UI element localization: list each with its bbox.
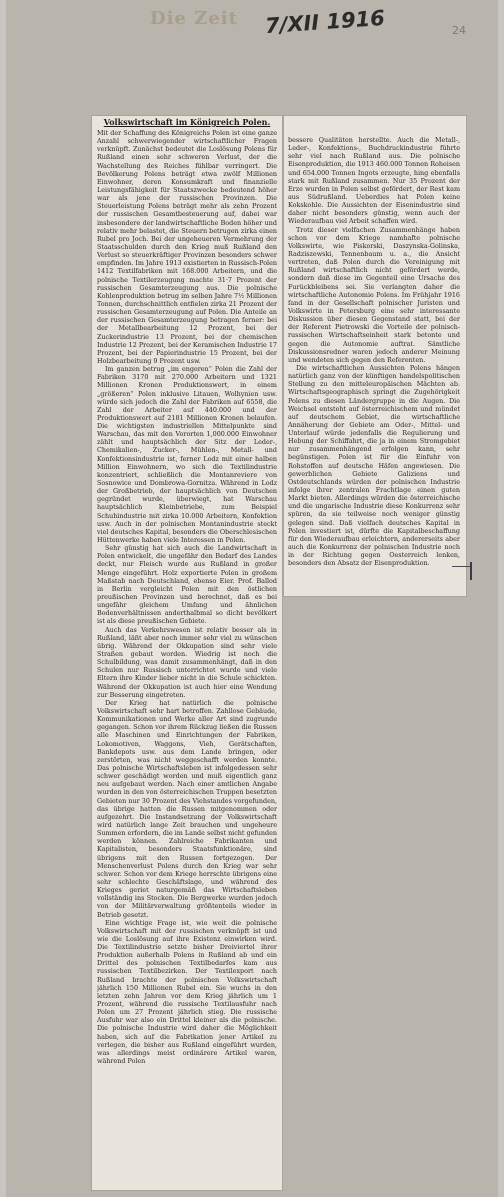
article-body-right xyxy=(288,136,460,567)
article-body-left xyxy=(97,129,277,1065)
article-paragraph: Eine wichtige Frage ist, wie weit die polnische Volkswirtschaft mit der russischen verknüpft ist und wie die Loslösung auf ihre Existenz einwirken wird. Die Textilindustrie setzte bisher Dreiviertel ihrer Produktion außerhalb Polens in Rußland ab und ein Drittel des polnischen Textilbedarfes kam aus russischen Textilbezirken. Der Textilexport nach Rußland brachte der polnischen Volkswirtschaft jährlich 150 Millionen Rubel ein. Sie wuchs in den letzten zehn Jahren vor dem Krieg jährlich um 1 Prozent, während die russische Textilausfuhr nach Polen um 27 Prozent jährlich stieg. Die russische Ausfuhr war also ein Drittel kleiner als die polnische. Die polnische Industrie wird daher die Möglichkeit haben, sich auf die Fabrikation jener Artikel zu verlegen, die bisher aus Rußland eingeführt wurden, was allerdings meist ordinärere Artikel waren, während Polen xyxy=(97,918,277,1066)
article-paragraph: Der Krieg hat natürlich die polnische Volkswirtschaft sehr hart betroffen. Zahllose Gebäude, Kommunikationen und Werke aller Art sind zugrunde gegangen. Schon vor ihrem Rückzug ließen die Russen alle Maschinen und Einrichtungen der Fabriken, Lokomotiven, Waggons, Vieh, Gerätschaften, Bankdepots usw. aus dem Lande bringen, oder zerstörten, was nicht weggeschafft werden konnte. Das polnische Wirtschaftsleben ist infolgedessen sehr schwer geschädigt worden und muß eigentlich ganz neu aufgebaut werden. Nach einer amtlichen Angabe wurden in den von österreichischen Truppen besetzten Gebieten nur 30 Prozent des Viehstandes vorgefunden, das übrige hatten die Russen mitgenommen oder aufgezehrt. Die Instandsetzung der Volkswirtschaft wird natürlich lange Zeit brauchen und ungeheure Summen erfordern, die im Lande selbst nicht gefunden werden können. Zahlreiche Fabrikanten und Kapitalisten, besonders Staatsfunktionäre, sind übrigens mit den Russen fortgezogen. Der Menschenverlust Polens durch den Krieg war sehr schwer. Schon vor dem Kriege herrschte übrigens eine sehr schlechte Geschäftslage, und während des Krieges geriet naturgemäß das Wirtschaftsleben vollständig ins Stocken. Die Bergwerke wurden jedoch von der Militärverwaltung größtenteils wieder in Betrieb gesetzt. xyxy=(97,698,277,919)
article-paragraph: Sehr günstig hat sich auch die Landwirtschaft in Polen entwickelt, die ungefähr den Bedarf des Landes deckt, nur Fleisch wurde aus Rußland in großer Menge eingeführt. Holz exportierte Polen in großem Maßstab nach Deutschland, ebenso Eier. Prof. Ballod in Berlin vergleicht Polen mit den östlichen preußischen Provinzen und berechnet, daß es bei ungefähr gleichem Umfang und ähnlichen Bodenverhältnissen anderthalbmal so dicht bevölkert ist als diese preußischen Gebiete. xyxy=(97,544,277,626)
margin-pencil-tick xyxy=(470,562,472,580)
article-paragraph: Trotz dieser vielfachen Zusammenhänge haben schon vor dem Kriege namhafte polnische Volkswirte, wie Piskorski, Daszynska-Golinska, Radziszewski, Tennenbaum u. a., die Ansicht vertreten, daß Polen durch die Vereinigung mit Rußland wirtschaftlich nicht gefördert werde, sondern daß diese im Gegenteil eine Ursache des Furückbleibens sei. Sie verlangten daher die wirtschaftliche Autonomie Polens. Im Frühjahr 1916 fand in der Gesellschaft polnischer Juristen und Volkswirte in Petersburg eine sehr interessante Diskussion über diesen Gegenstand statt, bei der der Referent Pietrowski die Vorteile der polnisch-russischen Wirtschaftseinheit stark betonte und gegen die Autonomie auftrat. Sämtliche Diskussionsredner waren jedoch anderer Meinung und wendeten sich gegen den Referenten. xyxy=(288,225,460,364)
margin-pencil-mark xyxy=(452,566,472,567)
article-column-left xyxy=(97,118,277,1186)
handwritten-date: 7/XII 1916 xyxy=(264,5,386,39)
page-number: 24 xyxy=(452,24,466,37)
newspaper-masthead: Die Zeit xyxy=(150,8,238,29)
article-paragraph: bessere Qualitäten herstellte. Auch die Metall-, Leder-, Konfektions-, Buchdruckindustrie führte sehr viel nach Rußland aus. Die polnische Eisenproduktion, die 1913 460.000 Tonnen Roheisen und 654.000 Tonnen Ingots erzeugte, hing ebenfalls stark mit Rußland zusammen. Nur 35 Prozent der Erze wurden in Polen selbst gefördert, der Rest kam aus Südrußland. Ueberdies hat Polen keine Kokskohle. Die Aussichten der Eisenindustrie sind daher nicht besonders günstig, wenn auch der Wiederaufbau viel Arbeit schaffen wird. xyxy=(288,136,460,226)
article-paragraph: Mit der Schaffung des Königreichs Polen ist eine ganze Anzahl schwerwiegender wirtschaftlicher Fragen verknüpft. Zunächst bedeutet die Loslösung Polens für Rußland einen sehr schweren Verlust, der die Wachstellung des Reiches fühlbar verringert. Die Bevölkerung Polens beträgt etwa zwölf Millionen Einwohner, deren Konsumkraft und finanzielle Leistungsfähigkeit für Staatszwecke bedeutend höher war als jene der russischen Provinzen. Die Steuerleistung Polens beträgt mehr als zehn Prozent der russischen Gesamtbesteuerung auf, dabei war insbesondere der landwirtschaftliche Boden höher und relativ mehr belastet, die Steuern betrugen zirka einen Rubel pro Joch. Bei der ungeheueren Vermehrung der Staatsschulden durch den Krieg muß Rußland den Verlust so steuerkräftiger Provinzen besonders schwer empfinden. Im Jahre 1913 existierten in Russisch-Polen 1412 Textilfabriken mit 168.000 Arbeitern, und die polnische Textilerzeugung machte 31·7 Prozent der russischen Gesamterzeugung aus. Die polnische Kohlenproduktion betrug im selben Jahre 7½ Millionen Tonnen, durchschnittlich entfielen zirka 21 Prozent der russischen Gesamterzeugung auf Polen. Die Anteile an der russischen Gesamterzeugung betragen ferner: bei der Metallbearbeitung 12 Prozent, bei der Zuckerindustrie 13 Prozent, bei der chemischen Industrie 12 Prozent, bei der Keramischen Industrie 17 Prozent, bei der Papierindustrie 15 Prozent, bei der Holzbearbeitung 9 Prozent usw. xyxy=(97,129,277,365)
article-paragraph: Auch das Verkehrswesen ist relativ besser als in Rußland, läßt aber noch immer sehr viel zu wünschen übrig. Während der Okkupation sind sehr viele Straßen gebaut worden. Wiedrig ist noch die Schulbildung, was damit zusammenhängt, daß in den Schulen nur Russisch unterrichtet wurde und viele Eltern ihre Kinder lieber nicht in die Schule schickten. Während der Okkupation ist auch hier eine Wendung zur Besserung eingetreten. xyxy=(97,625,277,699)
article-paragraph: Die wirtschaftlichen Aussichten Polens hängen natürlich ganz von der künftigen handelspolitischen Stellung zu den mitteleuropäischen Mächten ab. Wirtschaftsgeographisch springt die Zugehörigkeit Polens zu diesen Ländergruppe in die Augen. Die Weichsel entsteht auf österreichischem und mündet auf deutschem Gebiet, die wirtschaftliche Annäherung der Gebiete am Oder-, Mittel- und Unterlauf würde jedenfalls die Regulierung und Hebung der Schiffahrt, die ja in einem Stromgebiet nur zusammenhängend erfolgen kann, sehr begünstigen. Polen ist für die Einfuhr von Rohstoffen auf deutsche Häfen angewiesen. Die gewerblichen Gebiete Galiziens und Ostdeutschlands würden der polnischen Industrie infolge ihrer zentralen Frachtlage einen guten Markt bieten. Allerdings würden die österreichische und die ungarische Industrie diese Konkurrenz sehr spüren, da sie teilweise noch weniger günstig gelegen sind. Daß vielfach deutsches Kapital in Polen investiert ist, dürfte die Kapitalbeschaffung für den Wiederaufbau erleichtern, andererseits aber auch die Konkurrenz der polnischen Industrie noch in der Richtung gegen Oesterreich lenken, besonders den Absatz der Eisenproduktion. xyxy=(288,363,460,568)
article-headline: Volkswirtschaft im Königreich Polen. xyxy=(103,118,271,127)
article-paragraph: Im ganzen betrug „im engeren“ Polen die Zahl der Fabriken 3170 mit 270.000 Arbeitern und 1321 Millionen Kronen Produktionswert, in einem „größeren“ Polen inklusive Litauen, Wolhynien usw. würde sich jedoch die Zahl der Fabriken auf 6558, die Zahl der Arbeiter auf 440.000 und der Produktionswert auf 2181 Millionen Kronen belaufen. Die wichtigsten industriellen Mittelpunkte sind Warschau, das mit den Vororten 1,000.000 Einwohner zählt und hauptsächlich der Sitz der Leder-, Chemikalien-, Zucker-, Mühlen-, Metall- und Konfektionsindustrie ist, ferner Lodz mit einer halben Million Einwohnern, wo sich die Textilindustrie konzentriert, schließlich die Montanreviere von Sosnowice und Dombrowa-Gornitza. Während in Lodz der Großbetrieb, der hauptsächlich von Deutschen gegründet wurde, überwiegt, hat Warschau hauptsächlich Kleinbetriebe, zum Beispiel Schuhindustrie mit zirka 10.000 Arbeitern, Konfektion usw. Auch in der polnischen Montanindustrie steckt viel deutsches Kapital, besonders die Oberschlesischen Hüttenwerke haben viele Interessen in Polen. xyxy=(97,365,277,545)
article-column-right xyxy=(288,136,460,588)
